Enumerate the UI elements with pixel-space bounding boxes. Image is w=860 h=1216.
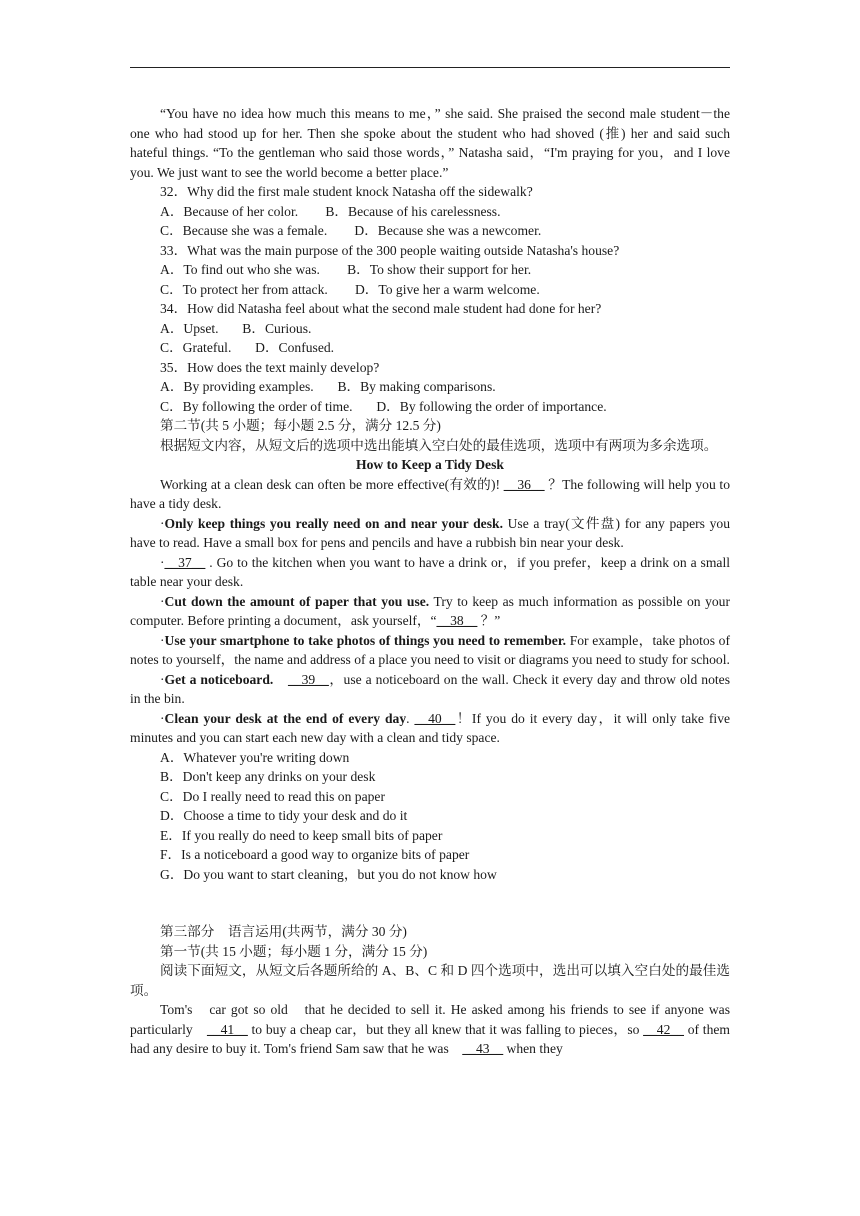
blank-43: __43__ [462,1041,504,1056]
tip-4: ·Use your smartphone to take photos of things you need to remember. For example，take photos of notes to yourself，the name and address of a place you need to visit or diagrams you need to study for school. [130,632,730,667]
blank-41: __41__ [206,1021,248,1037]
tip-body: ？” [477,613,501,628]
tip-2: ·__37__ . Go to the kitchen when you want to have a drink or，if you prefer，keep a drink on a small table near your desk. [130,554,730,589]
option-row: C．Because she was a female. D．Because she was a newcomer. [160,223,542,238]
blank-42: __42__ [643,1021,684,1037]
intro-text: ？The following will help you to have a tidy desk. [130,476,730,511]
question-stem: 34．How did Natasha feel about what the second male student had done for her? [160,301,602,316]
tip-heading: Use your smartphone to take photos of things you need to remember. [164,632,567,648]
cloze-text: of them had any desire to buy it. Tom's friend Sam saw that he was [130,1021,730,1056]
tip-3: ·Cut down the amount of paper that you use. Try to keep as much information as possible on your computer. Before printing a document，ask yourself，“__38__ ？” [130,593,731,628]
blank-38: __38__ [436,613,478,628]
blank-37: __37__ [164,554,206,570]
blank-40: __40__ [414,710,456,726]
tip-body: For example，take photos of notes to yourself，the name and address of a place you need to visit or diagrams you need to study for school. [130,632,730,667]
cloze-text: Tom's car got so old that he decided to sell it. He asked among his friends to see if anyone was particularly [130,1002,730,1037]
section-heading: 第一节(共 15 小题；每小题 1 分，满分 15 分) [160,943,428,959]
question-34 [130,299,730,358]
tip-body: ，use a noticeboard on the wall. Check it every day and throw old notes in the bin. [130,671,730,706]
tip-body: Try to keep as much information as possible on your computer. Before printing a document，ask yourself，“ [130,593,731,628]
tip-heading: Cut down the amount of paper that you use. [164,593,430,609]
answer-option: B．Don't keep any drinks on your desk [160,769,376,784]
answer-option: E．If you really do need to keep small bits of paper [160,827,443,843]
answer-option: G．Do you want to start cleaning，but you do not know how [160,866,497,882]
question-35 [130,358,730,417]
tip-heading: Clean your desk at the end of every day [164,710,407,726]
section-instruction: 阅读下面短文，从短文后各题所给的 A、B、C 和 D 四个选项中，选出可以填入空白处的最佳选项。 [130,963,730,998]
answer-options [130,748,730,885]
question-stem: 32．Why did the first male student knock Natasha off the sidewalk? [160,184,533,199]
option-row: A．To find out who she was. B．To show their support for her. [160,262,532,277]
document-page [130,104,730,1059]
question-stem: 33．What was the main purpose of the 300 people waiting outside Natasha's house? [160,242,620,258]
tip-1: ·Only keep things you really need on and near your desk. Use a tray(文件盘) for any papers you have to read. Have a small box for pens and pencils and have a rubbish bin near your desk. [130,515,730,550]
article-title: How to Keep a Tidy Desk [356,457,504,472]
option-row: A．By providing examples. B．By making comparisons. [160,379,496,394]
question-32 [130,182,730,241]
question-33 [130,241,730,300]
tip-heading: Get a noticeboard. [164,671,274,687]
header-rule [130,67,730,68]
answer-option: C．Do I really need to read this on paper [160,788,385,804]
blank-36: __36__ [503,476,545,492]
tip-5: ·Get a noticeboard. __39__，use a noticeboard on the wall. Check it every day and throw old notes in the bin. [130,671,730,706]
blank-39: __39__ [288,671,329,687]
intro-text: Working at a clean desk can often be more effective(有效的)! [160,476,504,492]
cloze-text: when they [503,1041,563,1056]
tip-6: ·Clean your desk at the end of every day. __40__！If you do it every day，it will only take five minutes and you can start each new day with a clean and tidy space. [130,710,731,745]
option-row: A．Because of her color. B．Because of his carelessness. [160,203,501,219]
passage-paragraph: “You have no idea how much this means to me，” she said. She praised the second male student－the one who had stood up for her. Then she spoke about the student who had shoved (推) her and said such hateful things. “To the gentleman who said those words，” Natasha said，“I'm praying for you，and I love you. We just want to see the world become a better place.” [130,106,730,180]
tip-body: ！If you do it every day，it will only take five minutes and you can start each new day with a clean and tidy space. [130,710,731,745]
question-stem: 35．How does the text mainly develop? [160,359,380,375]
cloze-passage [130,1000,730,1059]
option-row: C．Grateful. D．Confused. [160,340,335,355]
tip-heading: Only keep things you really need on and near your desk. [164,515,503,531]
option-row: A．Upset. B．Curious. [160,320,312,336]
spacer [130,884,730,922]
tip-body: . Go to the kitchen when you want to have a drink or，if you prefer，keep a drink on a small table near your desk. [130,554,730,589]
option-row: C．To protect her from attack. D．To give her a warm welcome. [160,281,540,297]
cloze-text: to buy a cheap car，but they all knew that it was falling to pieces，so [247,1021,644,1037]
article-intro [130,475,730,514]
section-instruction: 根据短文内容，从短文后的选项中选出能填入空白处的最佳选项，选项中有两项为多余选项。 [160,437,718,453]
section-heading: 第二节(共 5 小题；每小题 2.5 分，满分 12.5 分) [160,418,441,433]
answer-option: F．Is a noticeboard a good way to organize bits of paper [160,847,470,862]
part-heading: 第三部分 语言运用(共两节，满分 30 分) [160,924,407,939]
answer-option: A．Whatever you're writing down [160,749,350,765]
answer-option: D．Choose a time to tidy your desk and do it [160,808,408,823]
tip-body: Use a tray(文件盘) for any papers you have to read. Have a small box for pens and pencils and have a rubbish bin near your desk. [130,515,730,550]
option-row: C．By following the order of time. D．By following the order of importance. [160,398,607,414]
